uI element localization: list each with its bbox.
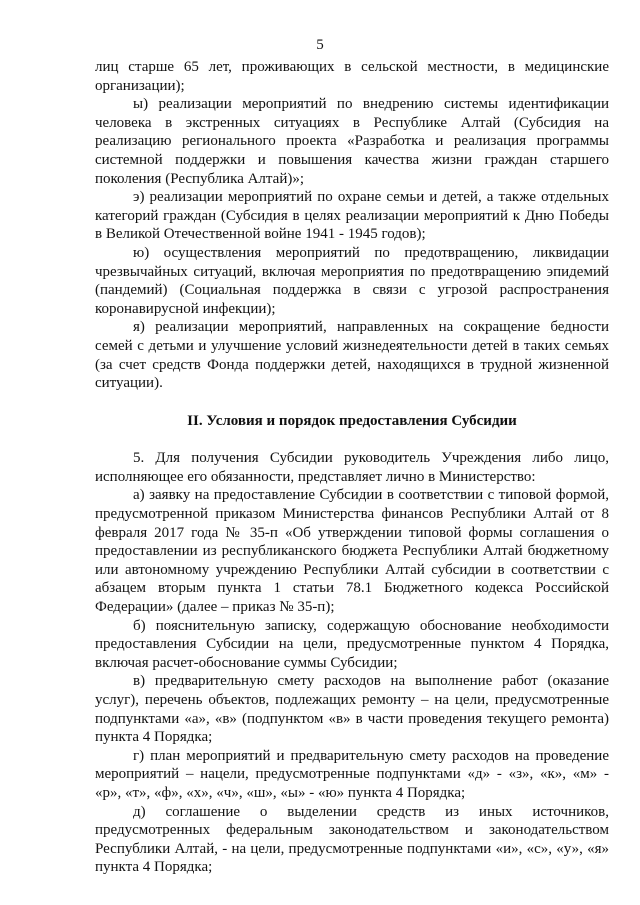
section-heading: II. Условия и порядок предоставления Субсидии (187, 412, 517, 429)
paragraph-item-y: ы) реализации мероприятий по внедрению системы идентификации человека в экстренных ситуациях в Республике Алтай (Субсидия на реализацию регионального проекта «Разработка и реализация программы системной поддержки и повышения качества жизни граждан старшего поколения (Республика Алтай)»; (95, 96, 609, 187)
paragraph-subitem-d: д) соглашение о выделении средств из иных источников, предусмотренных федеральным законодательством и законодательством Республики Алтай, - на цели, предусмотренные подпунктами «и», «с», «у», «я» пункта 4 Порядка; (95, 803, 609, 876)
page-number: 5 (316, 37, 324, 53)
paragraph-subitem-g: г) план мероприятий и предварительную смету расходов на проведение мероприятий – нацели, предусмотренные подпунктами «д» - «з», «к», «м» - «р», «т», «ф», «х», «ч», «ш», «ы» - «ю» пункта 4 Порядка; (95, 747, 609, 801)
paragraph-continuation: лиц старше 65 лет, проживающих в сельской местности, в медицинские организации); (95, 59, 609, 94)
paragraph-item-yu: ю) осуществления мероприятий по предотвращению, ликвидации чрезвычайных ситуаций, включая мероприятия по предотвращению эпидемий (пандемий) (Социальная поддержка в связи с угрозой распространения коронавирусной инфекции); (95, 244, 609, 317)
paragraph-subitem-a: а) заявку на предоставление Субсидии в соответствии с типовой формой, предусмотренной приказом Министерства финансов Республики Алтай от 8 февраля 2017 года № 35-п «Об утверждении типовой формы соглашения о предоставлении из республиканского бюджета Республики Алтай бюджетному или автономному учреждению Республики Алтай субсидии в соответствии с абзацем вторым пункта 1 статьи 78.1 Бюджетного кодекса Российской Федерации» (далее – приказ № 35-п); (95, 487, 609, 616)
paragraph-clause-5: 5. Для получения Субсидии руководитель Учреждения либо лицо, исполняющее его обязанности, представляет лично в Министерство: (95, 450, 609, 485)
paragraph-subitem-b: б) пояснительную записку, содержащую обоснование необходимости предоставления Субсидии на цели, предусмотренные пунктом 4 Порядка, включая расчет-обоснование суммы Субсидии; (95, 617, 609, 671)
paragraph-subitem-v: в) предварительную смету расходов на выполнение работ (оказание услуг), перечень объектов, подлежащих ремонту – на цели, предусмотренные подпунктами «а», «в» (подпунктом «в» в части проведения текущего ремонта) пункта 4 Порядка; (95, 673, 609, 746)
paragraph-item-ya: я) реализации мероприятий, направленных на сокращение бедности семей с детьми и улучшение условий жизнедеятельности детей в таких семьях (за счет средств Фонда поддержки детей, находящихся в трудной жизненной ситуации). (95, 319, 609, 392)
paragraph-item-e: э) реализации мероприятий по охране семьи и детей, а также отдельных категорий граждан (Субсидия в целях реализации мероприятий к Дню Победы в Великой Отечественной войне 1941 - 1945 годов); (95, 189, 609, 243)
document-body (95, 58, 609, 877)
